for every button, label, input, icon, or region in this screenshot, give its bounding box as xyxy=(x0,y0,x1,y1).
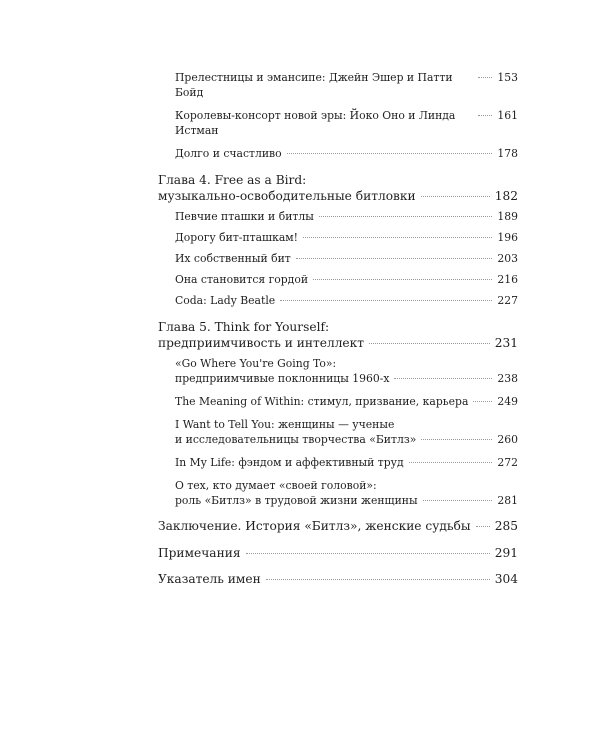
toc-entry-title: Заключение. История «Битлз», женские судьбы xyxy=(158,519,471,533)
toc-entry xyxy=(175,146,518,161)
toc-entry-title: Королевы-консорт новой эры: Йоко Оно и Линда Истман xyxy=(175,109,456,137)
toc-entry xyxy=(175,230,518,245)
toc-entry-page: 216 xyxy=(497,273,518,286)
toc-entry-title: Указатель имен xyxy=(158,572,261,586)
toc-entry-title-line: и исследовательницы творчества «Битлз» xyxy=(175,433,417,446)
chapter-4-heading xyxy=(158,173,518,204)
toc-entry xyxy=(175,455,518,470)
dot-leader xyxy=(313,279,492,280)
toc-entry-title: Примечания xyxy=(158,545,241,560)
toc-entry-page: 249 xyxy=(497,395,518,408)
toc-entry-title: Их собственный бит xyxy=(175,252,291,265)
dot-leader xyxy=(280,300,492,301)
toc-entry-title-line: предприимчивые поклонницы 1960-х xyxy=(175,372,390,385)
toc-entry-page: 281 xyxy=(497,494,518,507)
toc-entry-page: 260 xyxy=(497,433,518,446)
chapter-page: 182 xyxy=(494,188,518,203)
dot-leader xyxy=(421,439,492,440)
dot-leader xyxy=(423,500,493,501)
toc-back-entry xyxy=(158,572,518,588)
chapter-title-row xyxy=(158,189,518,205)
toc-entry-page: 272 xyxy=(497,456,518,469)
toc-entry xyxy=(175,394,518,409)
chapter-title-line: предприимчивость и интеллект xyxy=(158,335,365,350)
toc-entry-page: 285 xyxy=(494,519,518,533)
table-of-contents xyxy=(158,66,518,588)
dot-leader xyxy=(296,258,493,259)
chapter-title-row xyxy=(158,336,518,352)
dot-leader xyxy=(478,115,492,116)
toc-entry-title-line: I Want to Tell You: женщины — ученые xyxy=(175,418,395,431)
toc-entry-title-line: О тех, кто думает «своей головой»: xyxy=(175,479,377,492)
toc-entry-title: In My Life: фэндом и аффективный труд xyxy=(175,456,404,469)
dot-leader xyxy=(478,77,492,78)
dot-leader xyxy=(473,401,492,402)
toc-entry xyxy=(175,108,518,138)
toc-entry-row xyxy=(175,371,518,386)
toc-entry-title: Прелестницы и эмансипе: Джейн Эшер и Патти Бойд xyxy=(175,71,453,99)
toc-entry-page: 304 xyxy=(494,572,518,586)
dot-leader xyxy=(303,237,492,238)
toc-entry-row xyxy=(175,493,518,508)
chapter-title-line: Глава 4. Free as a Bird: xyxy=(158,173,307,187)
toc-entry-page: 238 xyxy=(497,372,518,385)
toc-entry xyxy=(175,293,518,308)
chapter-5-heading xyxy=(158,320,518,351)
toc-back-entry xyxy=(158,546,518,562)
toc-entry-page: 178 xyxy=(497,147,518,160)
toc-entry-page: 291 xyxy=(494,545,518,560)
dot-leader xyxy=(319,216,493,217)
toc-entry-page: 189 xyxy=(497,210,518,223)
toc-entry xyxy=(175,272,518,287)
toc-entry-title: Долго и счастливо xyxy=(175,147,282,160)
dot-leader xyxy=(246,553,490,554)
chapter-title-line: Глава 5. Think for Yourself: xyxy=(158,320,330,334)
toc-entry xyxy=(175,70,518,100)
chapter-page: 231 xyxy=(494,335,518,350)
toc-entry-page: 203 xyxy=(497,252,518,265)
toc-back-entry xyxy=(158,519,518,535)
toc-entry xyxy=(175,417,518,447)
dot-leader xyxy=(421,196,490,197)
toc-entry-page: 196 xyxy=(497,231,518,244)
toc-entry-title: Она становится гордой xyxy=(175,273,309,286)
dot-leader xyxy=(409,462,493,463)
toc-entry-row xyxy=(175,432,518,447)
toc-entry xyxy=(175,251,518,266)
toc-entry-title-line: роль «Битлз» в трудовой жизни женщины xyxy=(175,494,418,507)
toc-entry-title: Певчие пташки и битлы xyxy=(175,210,314,223)
toc-entry-title: Coda: Lady Beatle xyxy=(175,294,276,307)
dot-leader xyxy=(394,378,492,379)
dot-leader xyxy=(476,526,490,527)
toc-entry-page: 153 xyxy=(497,71,518,84)
dot-leader xyxy=(287,153,493,154)
toc-entry xyxy=(175,478,518,508)
toc-entry xyxy=(175,209,518,224)
toc-entry-page: 227 xyxy=(497,294,518,307)
toc-entry-title: The Meaning of Within: стимул, призвание, карьера xyxy=(175,395,469,408)
toc-entry xyxy=(175,356,518,386)
toc-entry-title: Дорогу бит-пташкам! xyxy=(175,231,299,244)
dot-leader xyxy=(369,343,490,344)
toc-entry-title-line: «Go Where You're Going To»: xyxy=(175,357,337,370)
chapter-title-line: музыкально-освободительные битловки xyxy=(158,188,416,203)
toc-entry-page: 161 xyxy=(497,109,518,122)
dot-leader xyxy=(266,579,490,580)
